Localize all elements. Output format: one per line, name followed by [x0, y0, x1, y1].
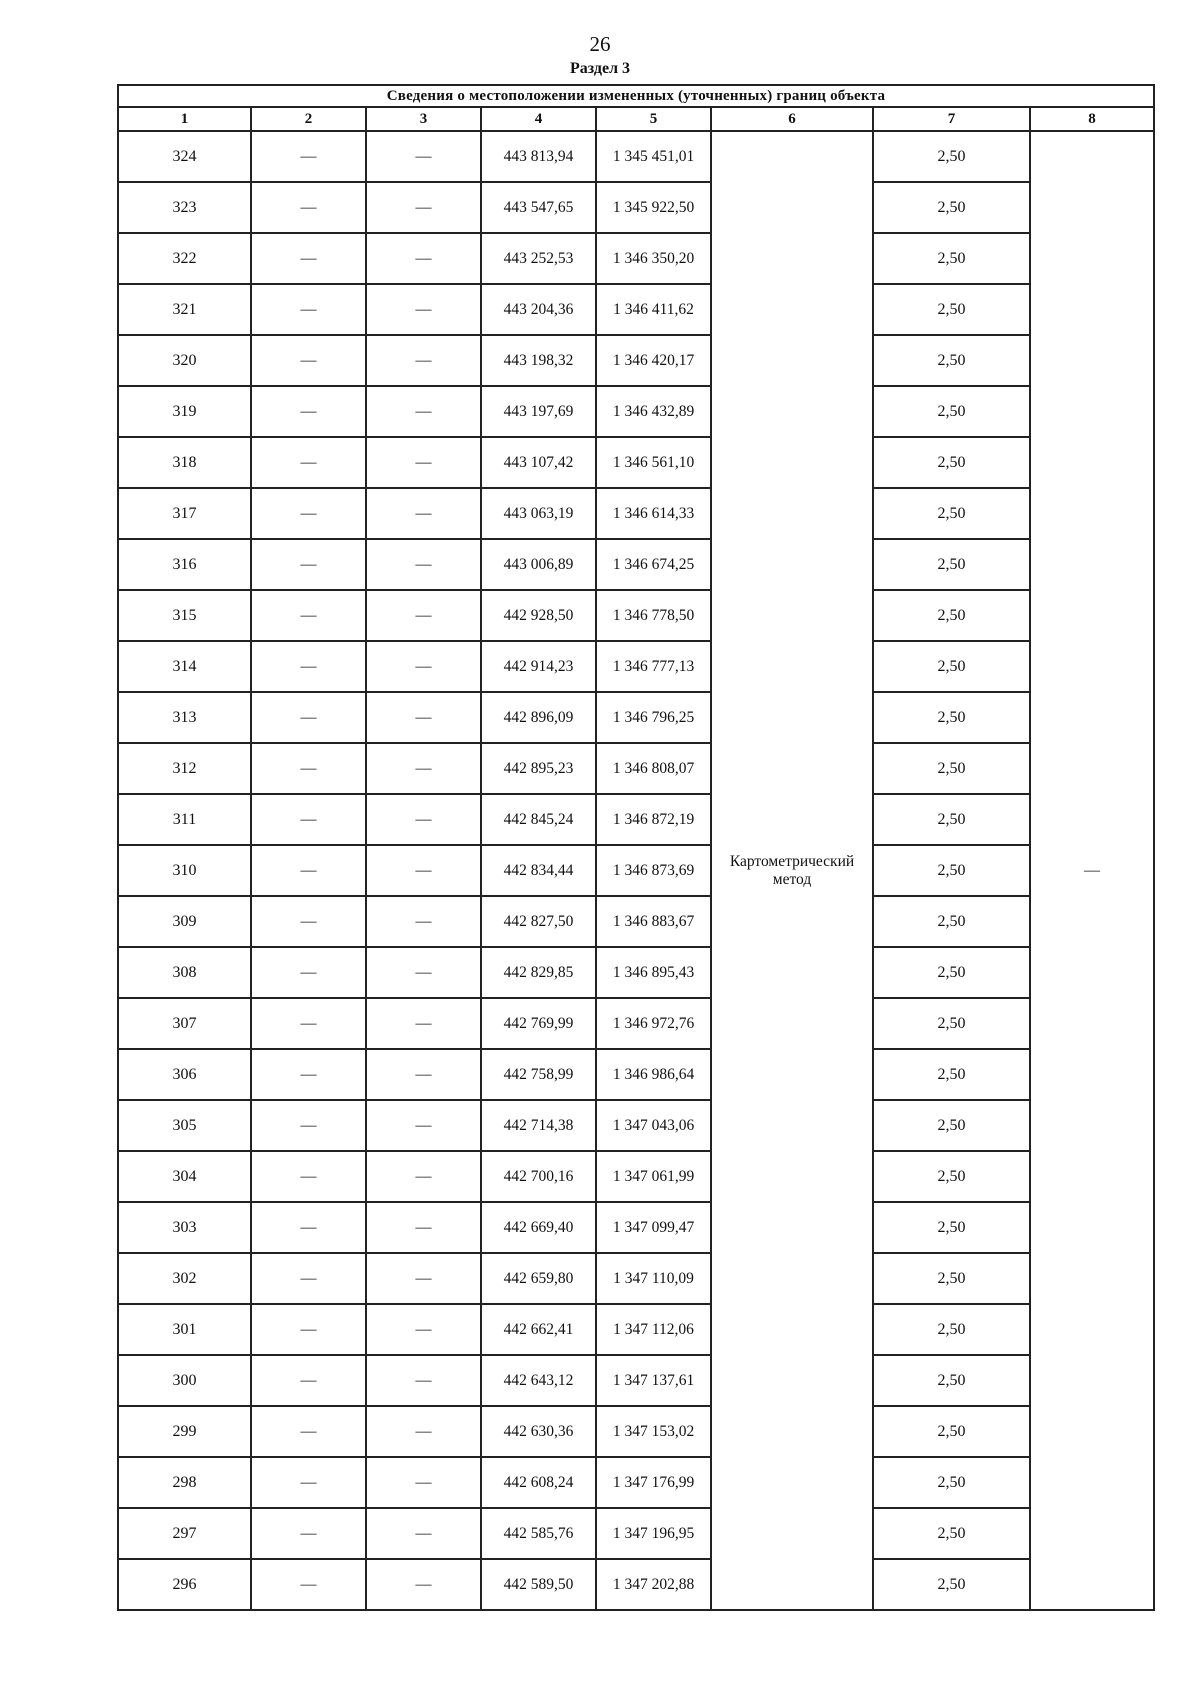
accuracy-cell: 2,50 [873, 947, 1030, 998]
accuracy-cell: 2,50 [873, 845, 1030, 896]
x-coordinate-cell: 443 197,69 [481, 386, 596, 437]
column-2-cell: — [251, 590, 366, 641]
column-2-cell: — [251, 743, 366, 794]
point-number-cell: 303 [118, 1202, 251, 1253]
column-2-cell: — [251, 335, 366, 386]
table-row [118, 743, 1154, 794]
table-row [118, 845, 1154, 896]
column-2-cell: — [251, 233, 366, 284]
column-3-cell: — [366, 1049, 481, 1100]
column-3-cell: — [366, 284, 481, 335]
table-row [118, 1508, 1154, 1559]
point-number-cell: 318 [118, 437, 251, 488]
table-row [118, 284, 1154, 335]
column-2-cell: — [251, 131, 366, 182]
accuracy-cell: 2,50 [873, 1355, 1030, 1406]
point-number-cell: 309 [118, 896, 251, 947]
x-coordinate-cell: 442 914,23 [481, 641, 596, 692]
accuracy-cell: 2,50 [873, 641, 1030, 692]
table-row [118, 590, 1154, 641]
y-coordinate-cell: 1 346 778,50 [596, 590, 711, 641]
accuracy-cell: 2,50 [873, 539, 1030, 590]
x-coordinate-cell: 442 895,23 [481, 743, 596, 794]
y-coordinate-cell: 1 347 137,61 [596, 1355, 711, 1406]
point-number-cell: 323 [118, 182, 251, 233]
point-number-cell: 321 [118, 284, 251, 335]
accuracy-cell: 2,50 [873, 284, 1030, 335]
y-coordinate-cell: 1 346 561,10 [596, 437, 711, 488]
column-3-cell: — [366, 743, 481, 794]
y-coordinate-cell: 1 347 043,06 [596, 1100, 711, 1151]
y-coordinate-cell: 1 346 986,64 [596, 1049, 711, 1100]
x-coordinate-cell: 443 547,65 [481, 182, 596, 233]
x-coordinate-cell: 442 659,80 [481, 1253, 596, 1304]
x-coordinate-cell: 443 006,89 [481, 539, 596, 590]
y-coordinate-cell: 1 346 808,07 [596, 743, 711, 794]
x-coordinate-cell: 442 669,40 [481, 1202, 596, 1253]
column-3-cell: — [366, 1508, 481, 1559]
table-row [118, 233, 1154, 284]
column-3-cell: — [366, 692, 481, 743]
column-3-cell: — [366, 1355, 481, 1406]
x-coordinate-cell: 442 589,50 [481, 1559, 596, 1610]
accuracy-cell: 2,50 [873, 182, 1030, 233]
table-row [118, 131, 1154, 182]
y-coordinate-cell: 1 346 895,43 [596, 947, 711, 998]
point-number-cell: 297 [118, 1508, 251, 1559]
point-number-cell: 299 [118, 1406, 251, 1457]
y-coordinate-cell: 1 347 176,99 [596, 1457, 711, 1508]
point-number-cell: 298 [118, 1457, 251, 1508]
column-2-cell: — [251, 284, 366, 335]
column-3-cell: — [366, 1406, 481, 1457]
column-2-cell: — [251, 896, 366, 947]
column-3-cell: — [366, 1253, 481, 1304]
column-2-cell: — [251, 1457, 366, 1508]
y-coordinate-cell: 1 347 153,02 [596, 1406, 711, 1457]
point-number-cell: 319 [118, 386, 251, 437]
table-row [118, 641, 1154, 692]
accuracy-cell: 2,50 [873, 437, 1030, 488]
point-number-cell: 324 [118, 131, 251, 182]
table-row [118, 1406, 1154, 1457]
accuracy-cell: 2,50 [873, 233, 1030, 284]
point-number-cell: 315 [118, 590, 251, 641]
y-coordinate-cell: 1 346 674,25 [596, 539, 711, 590]
accuracy-cell: 2,50 [873, 590, 1030, 641]
column-2-cell: — [251, 1151, 366, 1202]
column-2-cell: — [251, 1508, 366, 1559]
y-coordinate-cell: 1 346 411,62 [596, 284, 711, 335]
x-coordinate-cell: 442 834,44 [481, 845, 596, 896]
x-coordinate-cell: 442 827,50 [481, 896, 596, 947]
x-coordinate-cell: 442 608,24 [481, 1457, 596, 1508]
column-3-cell: — [366, 386, 481, 437]
table-row [118, 1559, 1154, 1610]
point-number-cell: 310 [118, 845, 251, 896]
table-row [118, 1253, 1154, 1304]
x-coordinate-cell: 442 630,36 [481, 1406, 596, 1457]
y-coordinate-cell: 1 347 202,88 [596, 1559, 711, 1610]
y-coordinate-cell: 1 346 420,17 [596, 335, 711, 386]
column-number: 8 [1030, 107, 1154, 131]
column-3-cell: — [366, 182, 481, 233]
point-number-cell: 322 [118, 233, 251, 284]
point-number-cell: 304 [118, 1151, 251, 1202]
table-row [118, 1202, 1154, 1253]
column-3-cell: — [366, 1559, 481, 1610]
column-number: 5 [596, 107, 711, 131]
point-number-cell: 311 [118, 794, 251, 845]
column-3-cell: — [366, 1304, 481, 1355]
y-coordinate-cell: 1 347 112,06 [596, 1304, 711, 1355]
accuracy-cell: 2,50 [873, 1100, 1030, 1151]
column-number: 1 [118, 107, 251, 131]
table-row [118, 1355, 1154, 1406]
table-row [118, 947, 1154, 998]
y-coordinate-cell: 1 346 883,67 [596, 896, 711, 947]
x-coordinate-cell: 443 813,94 [481, 131, 596, 182]
table-row [118, 335, 1154, 386]
accuracy-cell: 2,50 [873, 1049, 1030, 1100]
accuracy-cell: 2,50 [873, 1253, 1030, 1304]
column-3-cell: — [366, 590, 481, 641]
table-row [118, 182, 1154, 233]
x-coordinate-cell: 442 928,50 [481, 590, 596, 641]
y-coordinate-cell: 1 347 061,99 [596, 1151, 711, 1202]
column-2-cell: — [251, 692, 366, 743]
point-number-cell: 313 [118, 692, 251, 743]
x-coordinate-cell: 442 700,16 [481, 1151, 596, 1202]
y-coordinate-cell: 1 345 922,50 [596, 182, 711, 233]
table-row [118, 998, 1154, 1049]
coordinates-table [117, 84, 1155, 1611]
accuracy-cell: 2,50 [873, 1304, 1030, 1355]
column-2-cell: — [251, 386, 366, 437]
column-2-cell: — [251, 182, 366, 233]
accuracy-cell: 2,50 [873, 998, 1030, 1049]
y-coordinate-cell: 1 345 451,01 [596, 131, 711, 182]
column-2-cell: — [251, 794, 366, 845]
point-number-cell: 300 [118, 1355, 251, 1406]
table-row [118, 896, 1154, 947]
point-number-cell: 306 [118, 1049, 251, 1100]
column-3-cell: — [366, 845, 481, 896]
x-coordinate-cell: 442 714,38 [481, 1100, 596, 1151]
column-2-cell: — [251, 998, 366, 1049]
point-number-cell: 296 [118, 1559, 251, 1610]
point-number-cell: 316 [118, 539, 251, 590]
x-coordinate-cell: 442 643,12 [481, 1355, 596, 1406]
x-coordinate-cell: 442 896,09 [481, 692, 596, 743]
y-coordinate-cell: 1 346 614,33 [596, 488, 711, 539]
accuracy-cell: 2,50 [873, 1457, 1030, 1508]
column-2-cell: — [251, 1202, 366, 1253]
column-number: 4 [481, 107, 596, 131]
x-coordinate-cell: 442 829,85 [481, 947, 596, 998]
y-coordinate-cell: 1 346 972,76 [596, 998, 711, 1049]
accuracy-cell: 2,50 [873, 1559, 1030, 1610]
column-3-cell: — [366, 1100, 481, 1151]
y-coordinate-cell: 1 347 110,09 [596, 1253, 711, 1304]
column-number: 7 [873, 107, 1030, 131]
table-row [118, 1457, 1154, 1508]
accuracy-cell: 2,50 [873, 692, 1030, 743]
column-2-cell: — [251, 1304, 366, 1355]
column-2-cell: — [251, 641, 366, 692]
accuracy-cell: 2,50 [873, 1406, 1030, 1457]
column-number: 3 [366, 107, 481, 131]
accuracy-cell: 2,50 [873, 335, 1030, 386]
y-coordinate-cell: 1 346 796,25 [596, 692, 711, 743]
method-cell: Картометрический метод [711, 131, 873, 1610]
table-row [118, 692, 1154, 743]
column-3-cell: — [366, 335, 481, 386]
x-coordinate-cell: 443 252,53 [481, 233, 596, 284]
point-number-cell: 308 [118, 947, 251, 998]
y-coordinate-cell: 1 346 873,69 [596, 845, 711, 896]
column-2-cell: — [251, 539, 366, 590]
table-row [118, 488, 1154, 539]
column-2-cell: — [251, 437, 366, 488]
accuracy-cell: 2,50 [873, 1508, 1030, 1559]
column-2-cell: — [251, 947, 366, 998]
table-row [118, 1100, 1154, 1151]
x-coordinate-cell: 443 204,36 [481, 284, 596, 335]
x-coordinate-cell: 442 585,76 [481, 1508, 596, 1559]
table-row [118, 539, 1154, 590]
column-number: 2 [251, 107, 366, 131]
column-3-cell: — [366, 794, 481, 845]
x-coordinate-cell: 442 758,99 [481, 1049, 596, 1100]
y-coordinate-cell: 1 347 099,47 [596, 1202, 711, 1253]
column-3-cell: — [366, 1151, 481, 1202]
column-3-cell: — [366, 998, 481, 1049]
accuracy-cell: 2,50 [873, 131, 1030, 182]
section-title: Раздел 3 [569, 60, 631, 77]
point-number-cell: 302 [118, 1253, 251, 1304]
point-number-cell: 312 [118, 743, 251, 794]
accuracy-cell: 2,50 [873, 743, 1030, 794]
column-3-cell: — [366, 896, 481, 947]
x-coordinate-cell: 442 769,99 [481, 998, 596, 1049]
point-number-cell: 314 [118, 641, 251, 692]
column-number: 6 [711, 107, 873, 131]
accuracy-cell: 2,50 [873, 794, 1030, 845]
column-2-cell: — [251, 488, 366, 539]
table-row [118, 1151, 1154, 1202]
table-row [118, 1049, 1154, 1100]
column-3-cell: — [366, 947, 481, 998]
y-coordinate-cell: 1 346 777,13 [596, 641, 711, 692]
y-coordinate-cell: 1 346 432,89 [596, 386, 711, 437]
column-3-cell: — [366, 131, 481, 182]
column-8-cell: — [1030, 131, 1154, 1610]
column-2-cell: — [251, 1100, 366, 1151]
column-2-cell: — [251, 1253, 366, 1304]
point-number-cell: 307 [118, 998, 251, 1049]
column-3-cell: — [366, 233, 481, 284]
accuracy-cell: 2,50 [873, 488, 1030, 539]
table-row [118, 1304, 1154, 1355]
x-coordinate-cell: 443 063,19 [481, 488, 596, 539]
accuracy-cell: 2,50 [873, 386, 1030, 437]
column-2-cell: — [251, 1049, 366, 1100]
x-coordinate-cell: 443 198,32 [481, 335, 596, 386]
y-coordinate-cell: 1 347 196,95 [596, 1508, 711, 1559]
accuracy-cell: 2,50 [873, 896, 1030, 947]
point-number-cell: 317 [118, 488, 251, 539]
point-number-cell: 301 [118, 1304, 251, 1355]
column-2-cell: — [251, 845, 366, 896]
column-3-cell: — [366, 488, 481, 539]
x-coordinate-cell: 442 845,24 [481, 794, 596, 845]
table-row [118, 794, 1154, 845]
column-3-cell: — [366, 1457, 481, 1508]
x-coordinate-cell: 443 107,42 [481, 437, 596, 488]
column-2-cell: — [251, 1355, 366, 1406]
column-3-cell: — [366, 437, 481, 488]
point-number-cell: 320 [118, 335, 251, 386]
column-3-cell: — [366, 641, 481, 692]
table-body [118, 131, 1154, 1610]
x-coordinate-cell: 442 662,41 [481, 1304, 596, 1355]
column-2-cell: — [251, 1406, 366, 1457]
accuracy-cell: 2,50 [873, 1151, 1030, 1202]
y-coordinate-cell: 1 346 872,19 [596, 794, 711, 845]
column-3-cell: — [366, 539, 481, 590]
column-3-cell: — [366, 1202, 481, 1253]
table-row [118, 386, 1154, 437]
page-number: 26 [589, 32, 611, 56]
table-caption: Сведения о местоположении измененных (уточненных) границ объекта [118, 85, 1154, 107]
column-number-row [118, 107, 1154, 131]
y-coordinate-cell: 1 346 350,20 [596, 233, 711, 284]
column-2-cell: — [251, 1559, 366, 1610]
table-row [118, 437, 1154, 488]
point-number-cell: 305 [118, 1100, 251, 1151]
accuracy-cell: 2,50 [873, 1202, 1030, 1253]
